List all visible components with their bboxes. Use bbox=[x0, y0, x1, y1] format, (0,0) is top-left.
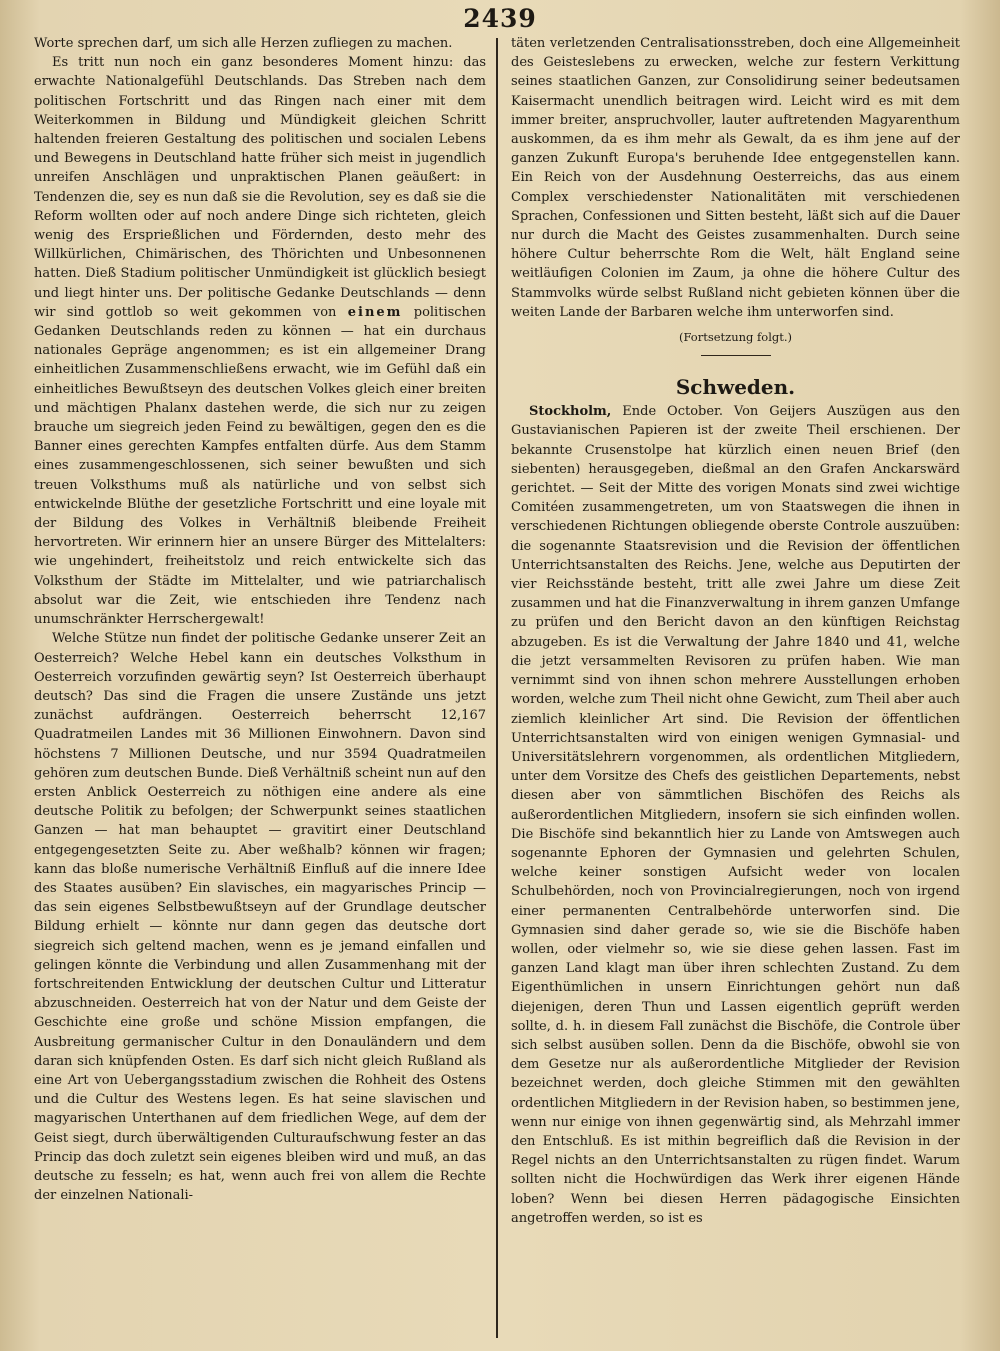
paragraph-text: Es tritt nun noch ein ganz besonderes Moment hinzu: das erwachte Nationalgefühl Deutschlands. Das Streben nach dem politischen Fortschritt und das Ringen nach einer mit dem Weiterkommen in Bildung und Mündigkeit gleichen Schritt haltenden freieren Gestaltung des politischen und socialen Lebens und Bewegens in Deutschland hatte früher sich meist in jugendlich unreifen Anschlägen und unpraktischen Planen geäußert: in Tendenzen die, sey es nun daß sie die Revolution, sey es daß sie die Reform wollten oder auf noch andere Dinge sich richteten, gleich wenig des Ersprießlichen und Fördernden, desto mehr des Willkürlichen, Chimärischen, des Thörichten und Unbesonnenen hatten. Dieß Stadium politischer Unmündigkeit ist glücklich besiegt und liegt hinter uns. Der politische Gedanke Deutschlands — denn wir sind gottlob so weit gekommen von bbox=[34, 55, 486, 320]
paragraph: Welche Stütze nun findet der politische Gedanke unserer Zeit an Oesterreich? Welche Hebel kann ein deutsches Volksthum in Oesterreich vorzufinden gewärtig seyn? Ist Oesterreich überhaupt deutsch? Das sind die Fragen die unsere Zustände uns jetzt zunächst aufdrängen. Oesterreich beherrscht 12,167 Quadratmeilen Landes mit 36 Millionen Einwohnern. Davon sind höchstens 7 Millionen Deutsche, und nur 3594 Quadratmeilen gehören zum deutschen Bunde. Dieß Verhältniß scheint nun auf den ersten Anblick Oesterreich zu nöthigen eine andere als eine deutsche Politik zu befolgen; der Schwerpunkt seines staatlichen Ganzen — hat man behauptet — gravitirt einer Deutschland entgegengesetzten Seite zu. Aber weßhalb? können wir fragen; kann das bloße numerische Verhältniß Einfluß auf die innere Idee des Staates ausüben? Ein slavisches, ein magyarisches Princip — das sein eigenes Selbstbewußtseyn auf der Grundlage deutscher Bildung erhielt — könnte nur dann gegen das deutsche dort siegreich sich geltend machen, wenn es je jemand einfallen und gelingen könnte die Verbindung und allen Zusammenhang mit der fortschreitenden Entwicklung der deutschen Cultur und Litteratur abzuschneiden. Oesterreich hat von der Natur und dem Geiste der Geschichte eine große und schöne Mission empfangen, die Ausbreitung germanischer Cultur in den Donauländern und dem daran sich knüpfenden Osten. Es darf sich nicht gleich Rußland als eine Art von Uebergangsstadium zwischen die Rohheit des Ostens und die Cultur des Westens legen. Es hat seine slavischen und magyarischen Unterthanen auf dem friedlichen Wege, auf dem der Geist siegt, durch überwältigenden Culturaufschwung fester an das Princip das doch zuletzt sein eigenes bleiben wird und muß, an das deutsche zu fesseln; es hat, wenn auch frei von allem die Rechte der einzelnen Nationali- bbox=[34, 631, 486, 1204]
left-column bbox=[34, 34, 486, 1339]
paragraph bbox=[34, 53, 486, 629]
emphasized-word: einem bbox=[347, 304, 403, 320]
continuation-note: (Fortsetzung folgt.) bbox=[678, 330, 793, 345]
separator-rule bbox=[701, 355, 771, 356]
paragraph-text: politischen Gedanken Deutschlands reden zu können — hat ein durchaus nationales Gepräge angenommen; es ist ein allgemeiner Drang einheitlichen Zusammenschließens erwacht, wie im Gefühl daß ein einheitliches Bewußtseyn des deutschen Volkes gleich einer breiten und mächtigen Phalanx dastehen werde, die sich nur zu zeigen brauche um siegreich jeden Feind zu bewältigen, gegen den es die Banner eines gerechten Kampfes entfalten dürfe. Aus dem Stamm eines zusammengeschlossenen, sich seiner bewußten und sich treuen Volksthums muß als natürliche und von selbst sich entwickelnde Blüthe der gesetzliche Fortschritt und eine loyale mit der Bildung des Volkes in Verhältniß bleibende Freiheit hervortreten. Wir erinnern hier an unsere Bürger des Mittelalters: wie ungehindert, freiheitstolz und reich entwickelte sich das Volksthum der Städte im Mittelalter, und wie patriarchalisch absolut war die Zeit, wie entschieden ihre Tendenz nach unumschränkter Herrschergewalt! bbox=[34, 304, 486, 628]
paragraph: täten verletzenden Centralisationsstreben, doch eine Allgemeinheit des Geisteslebens zu erwecken, welche zur festern Verkittung seines staatlichen Ganzen, zur Consolidirung seiner bedeutsamen Kaisermacht unendlich beitragen wird. Leicht wird es mit dem immer breiter, anspruchvoller, lauter auftretenden Magyarenthum auskommen, da es ihm mehr als Gewalt, da es ihm jene auf der ganzen Zukunft Europa's beruhende Idee entgegenstellen kann. Ein Reich von der Ausdehnung Oesterreichs, das aus einem Complex verschiedenster Nationalitäten mit verschiedenen Sprachen, Confessionen und Sitten besteht, läßt sich auf die Dauer nur durch die Macht des Geistes zusammenhalten. Durch seine höhere Cultur beherrschte Rom die Welt, hält England seine weitläufigen Colonien im Zaum, ja ohne die höhere Cultur des Stammvolks würde selbst Rußland nicht gebieten können über die weiten Lande der Barbaren welche ihm unterworfen sind. bbox=[511, 36, 960, 320]
paragraph-text: Ende October. Von Geijers Auszügen aus den Gustavianischen Papieren ist der zweite Theil erschienen. Der bekannte Crusenstolpe hat kürzlich einen neuen Brief (den siebenten) herausgegeben, dießmal an den Grafen Anckarswärd gerichtet. — Seit der Mitte des vorigen Monats sind zwei wichtige Comitéen zusammengetreten, um von Staatswegen die ihnen in verschiedenen Richtungen obliegende oberste Controle auszuüben: die sogenannte Staatsrevision und die Revision der öffentlichen Unterrichtsanstalten des Reichs. Jene, welche aus Deputirten der vier Reichsstände besteht, tritt alle zwei Jahre um diese Zeit zusammen und hat die Finanzverwaltung in ihrem ganzen Umfange zu prüfen und den Bericht davon an den künftigen Reichstag abzugeben. Es ist die Verwaltung der Jahre 1840 und 41, welche die jetzt versammelten Revisoren zu prüfen haben. Wie man vernimmt sind von ihnen schon mehrere Ausstellungen erhoben worden, welche zum Theil nicht ohne Gewicht, zum Theil aber auch ziemlich kleinlicher Art sind. Die Revision der öffentlichen Unterrichtsanstalten wird von einigen wenigen Gymnasial- und Universitätslehrern vorgenommen, als ordentlichen Mitgliedern, unter dem Vorsitze des Chefs des geistlichen Departements, nebst diesen aber von sämmtlichen Bischöfen des Reichs als außerordentlichen Mitgliedern, insofern sie sich einfinden wollen. Die Bischöfe sind bekanntlich hier zu Lande von Amtswegen auch sogenannte Ephoren der Gymnasien und gelehrten Schulen, welche keiner sonstigen Aufsicht weder von localen Schulbehörden, noch von Provincialregierungen, noch von irgend einer permanenten Centralbehörde unterworfen sind. Die Gymnasien sind daher gerade so, wie sie die Bischöfe haben wollen, oder vielmehr so, wie sie diese gehen lassen. Fast im ganzen Land klagt man über ihren schlechten Zustand. Zu dem Eigenthümlichen in unsern Einrichtungen gehört nun daß diejenigen, deren Thun und Lassen eigentlich geprüft werden sollte, d. h. in diesem Fall zunächst die Bischöfe, die Controle über sich selbst ausüben sollen. Denn da die Bischöfe, obwohl sie von dem Gesetze nur als außerordentliche Mitglieder der Revision bezeichnet werden, doch gleiche Stimmen mit den gewählten ordentlichen Mitgliedern in der Revision haben, so bestimmen jene, wenn nur einige von ihnen gegenwärtig sind, als Mehrzahl immer den Entschluß. Es ist mithin begreiflich daß die Revision in der Regel nichts an den Unterrichtsanstalten zu rügen findet. Warum sollten nicht die Hochwürdigen das Werk ihrer eigenen Hände loben? Wenn bei diesen Herren pädagogische Einsichten angetroffen werden, so ist es bbox=[511, 404, 960, 1226]
right-column bbox=[511, 34, 960, 1339]
page-number: 2439 bbox=[463, 4, 537, 33]
section-heading: Schweden. bbox=[675, 375, 796, 400]
dateline: Stockholm, bbox=[529, 404, 612, 420]
paragraph: Worte sprechen darf, um sich alle Herzen zufliegen zu machen. bbox=[34, 36, 453, 51]
column-rule bbox=[496, 38, 498, 1338]
paragraph bbox=[511, 402, 960, 1228]
